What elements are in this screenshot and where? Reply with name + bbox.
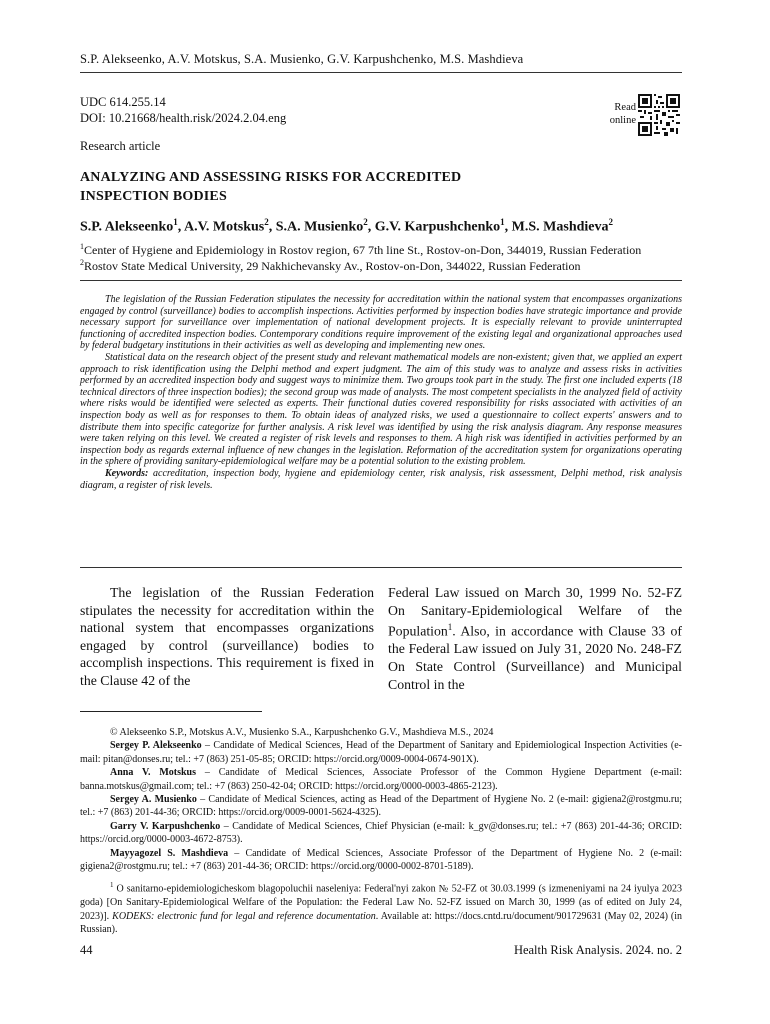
author-note: Sergey A. Musienko – Candidate of Medical Sciences, acting as Head of the Department of Hygiene No. 2 (e-mail: gigiena2@rostgmu.ru; tel.: +7 (863) 201-44-36; ORCID: https://orcid.org/0009-0001-5624-4325). bbox=[80, 794, 683, 819]
copyright-line: © Alekseenko S.P., Motskus A.V., Musienko S.A., Karpushchenko G.V., Mashdieva M.S., 2024 bbox=[110, 727, 494, 738]
running-head: S.P. Alekseenko, A.V. Motskus, S.A. Musienko, G.V. Karpushchenko, M.S. Mashdieva bbox=[80, 52, 524, 66]
author-note: Garry V. Karpushchenko – Candidate of Medical Sciences, Chief Physician (e-mail: k_gv@donses.ru; tel.: +7 (863) 201-44-36; ORCID: https://orcid.org/0000-0003-4672-8753). bbox=[80, 820, 682, 846]
body-column-left: The legislation of the Russian Federation stipulates the necessity for accreditation within the national system that encompasses organizations engaged by control (surveillance) bodies to accomplish inspections. This requirement is fixed in the Clause 42 of the bbox=[80, 585, 374, 688]
header-rule bbox=[80, 72, 682, 73]
affiliation-1: $^1$Center of Hygiene and Epidemiology in Rostov region, 67 7th line St., Rostov-on-Don, 344019, Russian Federation bbox=[80, 242, 642, 257]
author-name: S.P. Alekseenko bbox=[80, 219, 174, 235]
abstract bbox=[80, 294, 682, 491]
page-number: 44 bbox=[80, 943, 93, 957]
keywords: Keywords: accreditation, inspection body, hygiene and epidemiology center, risk analysis, risk assessment, Delphi method, risk analysis diagram, a register of risk levels. bbox=[80, 467, 683, 491]
qr-code-icon[interactable] bbox=[638, 94, 680, 136]
udc: UDC 614.255.14 bbox=[80, 95, 166, 109]
abstract-top-rule bbox=[80, 280, 682, 281]
body-column-right: Federal Law issued on March 30, 1999 No. 52-FZ On Sanitary-Epidemiological Welfare of the Population$^1$. Also, in accordance with Clause 33 of the Federal Law issued on July 31, 2020 No. 248-FZ On State Control (Surveillance) and Municipal Control in the bbox=[388, 585, 682, 692]
article-title: ANALYZING AND ASSESSING RISKS FOR ACCREDITED INSPECTION BODIES bbox=[80, 170, 462, 204]
author-name: A.V. Motskus bbox=[183, 219, 265, 235]
author-affiliation-mark: 1 bbox=[500, 217, 505, 227]
affiliation-2: $^2$Rostov State Medical University, 29 Nakhichevansky Av., Rostov-on-Don, 344022, Russian Federation bbox=[80, 258, 581, 273]
author-note: Sergey P. Alekseenko – Candidate of Medical Sciences, Head of the Department of Sanitary and Epidemiological Inspection Activities (e-mail: pitan@donses.ru; tel.: +7 (863) 251-05-85; ORCID: https://orcid.org/0009-0004-0674-901X). bbox=[80, 740, 682, 765]
abstract-paragraph-1: The legislation of the Russian Federation stipulates the necessity for accreditation within the national system that encompasses organizations engaged by control (surveillance) bodies to accomplish inspections. Activities performed by inspection bodies have strategic importance and provide necessary support for surveillance over implementation of national development projects. It is especially relevant to provide uninterrupted functioning of accredited inspection bodies. Contemporary conditions require improvement of the existing legal and organizational approaches used by federal budgetary institutions in their activities as well as developing and implementing new ones. bbox=[80, 294, 682, 352]
author-note: Mayyagozel S. Mashdieva – Candidate of Medical Sciences, Associate Professor of the Department of Hygiene No. 2 (e-mail: gigiena2@rostgmu.ru; tel.: +7 (863) 201-44-36; ORCID: https://orcid.org/0000-0002-8701-5189). bbox=[80, 847, 682, 873]
footnote-rule bbox=[80, 711, 262, 712]
read-online-label: Read online bbox=[609, 102, 636, 126]
journal-footer: Health Risk Analysis. 2024. no. 2 bbox=[513, 943, 682, 957]
author-list: S.P. Alekseenko$^1$, A.V. Motskus$^2$, S.A. Musienko$^2$, G.V. Karpushchenko$^1$, M.S. Mashdieva$^2$ bbox=[80, 217, 614, 235]
doi[interactable]: DOI: 10.21668/health.risk/2024.2.04.eng bbox=[80, 111, 287, 125]
author-affiliation-mark: 2 bbox=[264, 217, 269, 227]
author-name: S.A. Musienko bbox=[275, 219, 364, 235]
footnote-ref[interactable]: 1 bbox=[447, 622, 453, 633]
author-name: M.S. Mashdieva bbox=[511, 219, 609, 235]
footnote-1: $^1$ O sanitarno-epidemiologicheskom blagopoluchii naseleniya: Federal'nyi zakon № 52-FZ ot 30.03.1999 (s izmeneniyami na 24 iyulya 2023 goda) [On Sanitary-Epidemiological Welfare of the Population: the Federal Law No. 52-FZ issued on March 30, 1999 (as of edited on July 24, 2023)]. KODEKS: electronic fund for legal and reference documentation. Available at: https://docs.cntd.ru/document/901729631 (May 02, 2024) (in Russian). bbox=[80, 881, 682, 936]
author-affiliation-mark: 1 bbox=[173, 217, 178, 227]
article-type: Research article bbox=[80, 139, 161, 153]
author-affiliation-mark: 2 bbox=[363, 217, 368, 227]
footnotes bbox=[80, 726, 682, 936]
abstract-bottom-rule bbox=[80, 567, 682, 568]
author-name: G.V. Karpushchenko bbox=[374, 219, 501, 235]
author-note: Anna V. Motskus – Candidate of Medical Sciences, Associate Professor of the Common Hygiene Department (e-mail: banna.motskus@gmail.com; tel.: +7 (863) 250-42-04; ORCID: https://orcid.org/0000-0003-4865-2123). bbox=[80, 767, 682, 792]
author-affiliation-mark: 2 bbox=[608, 217, 614, 227]
abstract-paragraph-2: Statistical data on the research object of the present study and relevant mathematical models are non-existent; given that, we applied an expert approach to risk identification using the Delphi method and expert judgment. The aim of this study was to analyze and assess risks in activities performed by an accredited inspection body and suggest ways to minimize them. Two groups took part in the study. The first one included experts (18 technical directors of three inspection bodies); the second group was made of analysts. The most competent specialists in the analyzed field of activity where risks would be identified were selected as experts. Their functional duties covered responsibility for risks associated with activities of an inspection body as well as for responses to them. To obtain ideas of analyzed risks, we used a questionnaire to collect experts' answers and to distribute them into specific categorize for further analysis. A risk level was identified by using the risk analysis diagram. Any response measures were taken relying on this level. We created a register of risk levels and responses to them. A high risk was identified in activities performed by an inspection body as regards external influence of new changes in the legislation. Reformation of the accreditation system for organizations operating in the sphere of providing sanitary-epidemiological welfare may be a potential solution to the existing problem. bbox=[80, 351, 682, 468]
